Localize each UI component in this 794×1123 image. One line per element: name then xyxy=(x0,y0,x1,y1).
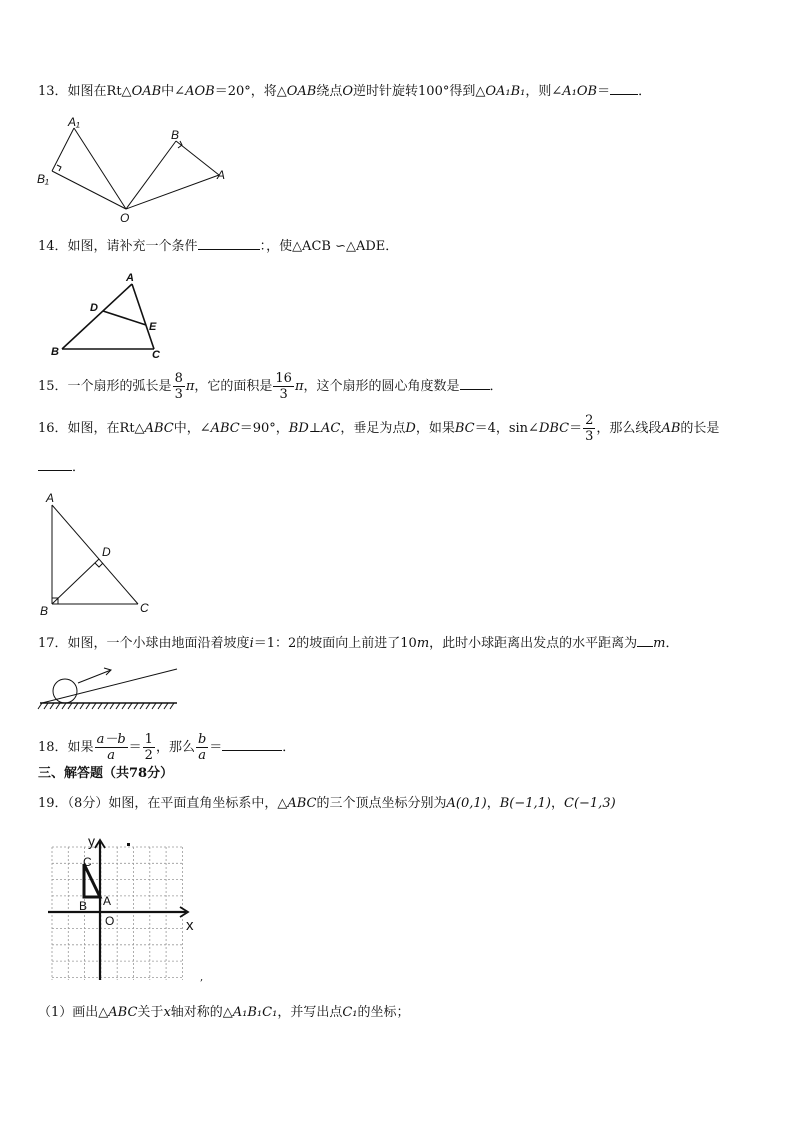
q13-label-a: A xyxy=(217,168,226,182)
q19-label-a: A xyxy=(103,894,112,908)
q19-text: 19．（8分）如图，在平面直角坐标系中，△ABC的三个顶点坐标分别为A(0,1)，B(−1,1)，C(−1,3) xyxy=(38,796,616,811)
fraction: $\frac{b}{a}$ xyxy=(197,732,207,763)
q17-text: 17．如图，一个小球由地面沿着坡度i＝1：2的坡面向上前进了10m，此时小球距离出发点的水平距离为 m． xyxy=(38,636,679,651)
q14-label-d: D xyxy=(90,302,98,314)
fraction: $\frac{8}{3}$ xyxy=(174,371,183,402)
q19-label-b: B xyxy=(79,899,88,913)
q19-label-o: O xyxy=(105,914,115,928)
q16-text: 16．如图，在Rt△ABC中，∠ABC＝90°，BD⊥AC，垂足为点D，如果BC＝4，sin∠DBC＝ $\frac{2}{3}$ ，那么线段AB的长是 xyxy=(38,413,720,444)
q13-label-b1: B₁ xyxy=(37,172,49,186)
fraction: $\frac{1}{2}$ xyxy=(144,732,153,763)
q19-axis-x-label: x xyxy=(186,917,194,934)
q13-label-a1: A₁ xyxy=(68,115,80,129)
q13-label-b: B xyxy=(171,128,180,142)
q16-label-b: B xyxy=(40,604,49,618)
section-title: 三、解答题（共78分） xyxy=(38,766,174,781)
stray-mark: , xyxy=(200,972,204,983)
q16-label-c: C xyxy=(140,601,149,615)
q15-text: 15．一个扇形的弧长是 $\frac{8}{3}$ π，它的面积是 $\frac{16}{3}$ π，这个扇形的圆心角度数是 ． xyxy=(38,371,503,402)
fraction: $\frac{2}{3}$ xyxy=(585,413,594,444)
q19-label-c: C xyxy=(83,855,92,869)
q13-text: 13．如图在Rt△OAB中∠AOB＝20°，将△OAB绕点O逆时针旋转100°得到△OA₁B₁，则∠A₁OB＝ ． xyxy=(38,84,652,99)
q16-label-d: D xyxy=(102,545,111,559)
q16-text-cont: ． xyxy=(38,458,85,478)
q14-label-b: B xyxy=(51,346,59,358)
q14-label-c: C xyxy=(152,349,160,361)
q13-label-o: O xyxy=(120,211,130,225)
q16-label-a: A xyxy=(46,491,55,505)
q14-text: 14．如图，请补充一个条件 ：，使△ACB ∽△ADE． xyxy=(38,239,399,254)
q19-sub1-text: （1）画出△ABC关于x轴对称的△A₁B₁C₁，并写出点C₁的坐标； xyxy=(38,1005,410,1020)
q18-text: 18．如果 $\frac{a-b}{a}$ ＝ $\frac{1}{2}$ ，那么 $\frac{b}{a}$ ＝ ． xyxy=(38,732,296,763)
fraction: $\frac{a-b}{a}$ xyxy=(96,732,126,763)
q19-axis-y-label: y xyxy=(88,833,95,849)
fraction: $\frac{16}{3}$ xyxy=(275,371,292,402)
q14-label-a: A xyxy=(126,272,134,284)
q14-label-e: E xyxy=(149,321,157,333)
